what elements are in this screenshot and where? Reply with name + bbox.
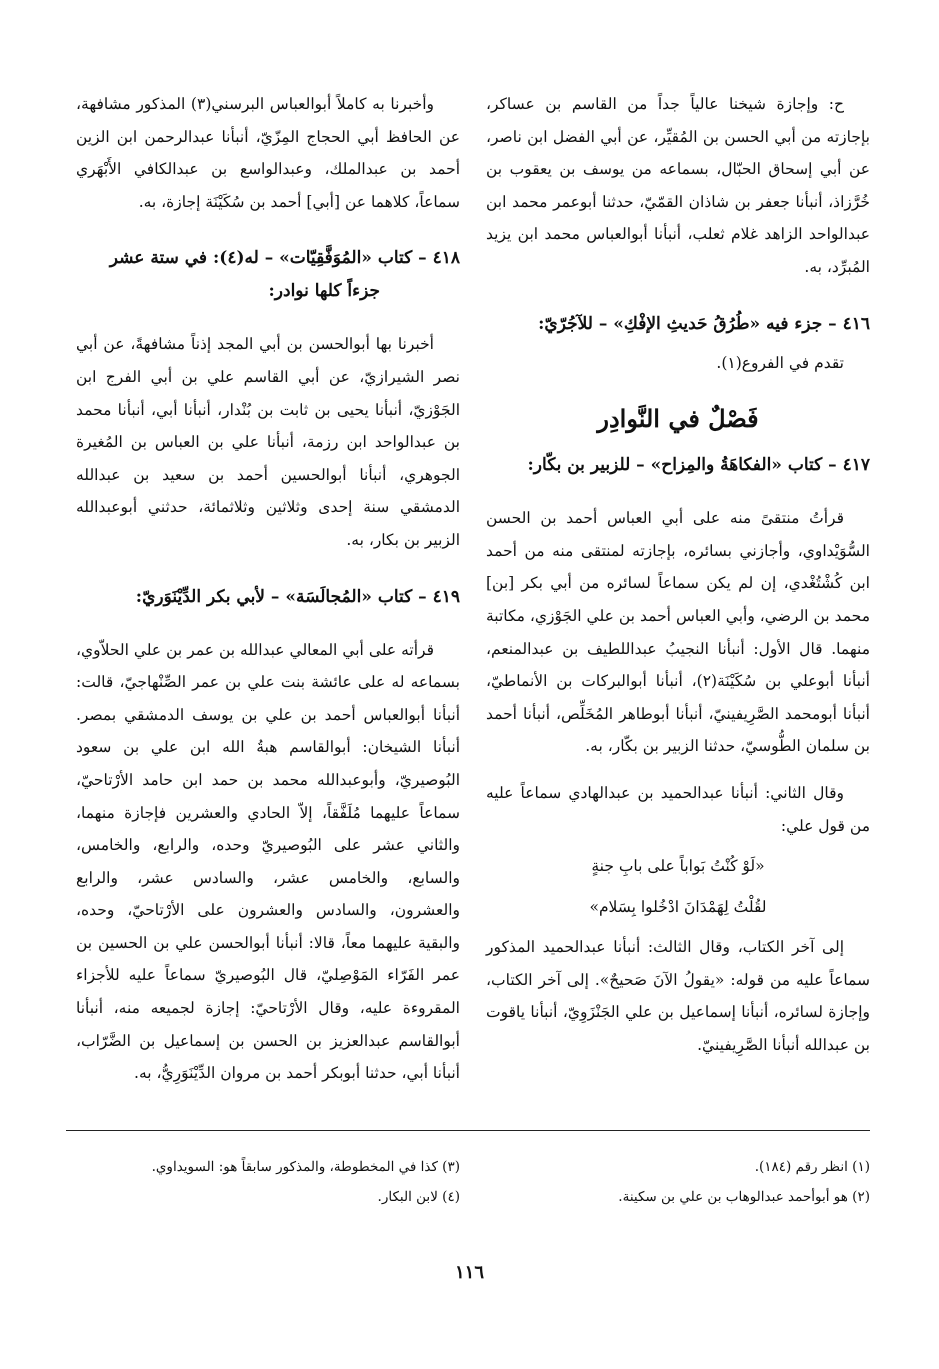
right-column [486, 88, 870, 1062]
paragraph-chain-alt: وأخبرنا به كاملاً أبوالعباس البرسني(٣) المذكور مشافهة، عن الحافظ أبي الحجاج المِزّيّ، أنبأنا عبدالرحمن ابن الزين أحمد بن عبدالملك، وعبدالواسع بن عبدالكافي الأَبْهَري سماعاً، كلاهما عن [أبي] أحمد بن سُكَيْنَة إجازة، به. [76, 95, 460, 211]
footnotes-left [76, 1152, 460, 1212]
verse-line-1: «لَوْ كُنْتُ بَواباً على بابِ جنةٍ [591, 857, 765, 876]
paragraph-417-a: قرأتُ منتقىً منه على أبي العباس أحمد بن الحسن السُّوَيْداوي، وأجازني بسائره، بإجازته لمنتقى منه من أحمد ابن كُشْتُغْدي، إن لم يكن سماعاً لسائره من أبي بكر [بن] محمد بن الرضي، وأبي العباس أحمد بن علي الجَوْزي، مكاتبة منهما. قال الأول: أنبأنا النجيبُ عبداللطيف بن عبدالمنعم، أنبأنا أبوعلي بن سُكَيْنَة(٢)، أنبأنا أبوالبركات بن الأنماطيّ، أنبأنا أبومحمد الصَّرِيفينيّ، أنبأنا أبوطاهر المُخَلِّص، أنبأنا أحمد بن سلمان الطُّوسيّ، حدثنا الزبير بن بكّار، به. [486, 509, 870, 756]
entry-heading-418-line1: ٤١٨ – كتاب «المُوَفَّقِيّات» – له(٤): في ستة عشر [109, 248, 460, 269]
paragraph-chain-continuation: ح: وإجازة شيخنا عالياً جداً من القاسم بن عساكر، بإجازته من أبي الحسن بن المُقيِّر، عن أبي الفضل ابن ناصر، عن أبي إسحاق الحبّال، بسماعه من يوسف بن يعقوب بن خُرَّزاذ، أنبأنا جعفر بن شاذان القمّيّ، حدثنا أبوعمر محمد ابن عبدالواحد الزاهد غلام ثعلب، أنبأنا أبوالعباس محمد ابن يزيد المُبرِّد، به. [486, 95, 870, 276]
footnote-4: (٤) لابن البكار. [377, 1189, 460, 1205]
footnote-3: (٣) كذا في المخطوطة، والمذكور سابقاً هو: السويداوي. [151, 1159, 460, 1175]
footnote-2: (٢) هو أبوأحمد عبدالوهاب بن علي بن سكينة. [618, 1189, 870, 1205]
section-title: فَصْلٌ في النَّوادِر [597, 404, 759, 434]
paragraph-417-b: وقال الثاني: أنبأنا عبدالحميد بن عبدالهادي سماعاً عليه من قول علي: [486, 783, 870, 835]
entry-heading-418 [76, 242, 460, 308]
paragraph-416: تقدم في الفروع(١). [716, 353, 844, 372]
page-number: ١١٦ [454, 1262, 484, 1283]
paragraph-417-c: إلى آخر الكتاب، وقال الثالث: أنبأنا عبدالحميد المذكور سماعاً عليه من قوله: «يقولُ الآنَ صَحيحٌ». إلى آخر الكتاب، وإجازة لسائره، أنبأنا إسماعيل بن علي الجَنْزَوِيّ، أنبأنا ياقوت بن عبدالله أنبأنا الصَّرِيفينيّ. [486, 938, 870, 1055]
footnote-divider [66, 1130, 870, 1131]
footnotes-right [486, 1152, 870, 1212]
entry-heading-417: ٤١٧ – كتاب «الفكاهَةُ والمِزاح» – للزبير بن بكّار: [527, 455, 870, 476]
paragraph-418: أخبرنا بها أبوالحسن بن أبي المجد إذناً مشافهةً، عن أبي نصر الشيرازيّ، عن أبي القاسم علي بن أبي الفرج ابن الجَوْزيّ، أنبأنا يحيى بن ثابت بن بُنْدار، أنبأنا أبي، أنبأنا محمد بن عبدالواحد ابن رزمة، أنبأنا علي بن العباس بن المُغيرة الجوهري، أنبأنا أبوالحسين أحمد بن سعيد بن عبدالله الدمشقي سنة إحدى وثلاثين وثلاثمائة، حدثني أبوعبدالله الزبير بن بكار، به. [76, 335, 460, 549]
entry-heading-418-line2: جزءاً كلها نوادر: [268, 281, 380, 302]
verse-line-2: لقُلْتُ لِهَمْدَانَ ادْخُلوا بِسَلام» [589, 897, 767, 916]
left-column [76, 88, 460, 1090]
entry-heading-419: ٤١٩ – كتاب «المُجالَسَة» – لأبي بكر الدِّيْنَوَريّ: [135, 586, 460, 607]
entry-heading-416: ٤١٦ – جزء فيه «طُرُقُ حَديثِ الإفْكِ» – للآجُرّيّ: [538, 313, 870, 334]
footnote-1: (١) انظر رقم (١٨٤). [754, 1159, 870, 1175]
paragraph-419: قرأته على أبي المعالي عبدالله بن عمر بن علي الحلاّوي، بسماعه له على عائشة بنت علي بن عمر الصِّنْهاجيّ، قالت: أنبأنا أبوالعباس أحمد بن علي بن يوسف الدمشقي بمصر. أنبأنا الشيخان: أبوالقاسم هبةُ الله ابن علي بن سعود البُوصيريّ، وأبوعبدالله محمد بن حمد ابن حامد الأرْتاحيّ، سماعاً عليهما مُلَفَّقاً، إلاّ الحادي والعشرين فإجازة منهما، والثاني عشر على البُوصيريّ وحده، والرابع، والخامس، والسابع، والخامس عشر، والسادس عشر، والرابع والعشرون، والسادس والعشرون على الأرْتاحيّ، وحده، والبقية عليهما معاً، قالا: أنبأنا أبوالحسن علي بن الحسين بن عمر الفَرّاء المَوْصِليّ، قال البُوصيريّ سماعاً عليه للأجزاء المقروءة عليه، وقال الأرْتاحيّ: إجازة لجميعه منه، أنبأنا أبوالقاسم عبدالعزيز بن الحسن بن إسماعيل بن الضَّرّاب، أنبأنا أبي، حدثنا أبوبكر أحمد بن مروان الدِّيْنَوَرِيُّ، به. [76, 640, 460, 1083]
